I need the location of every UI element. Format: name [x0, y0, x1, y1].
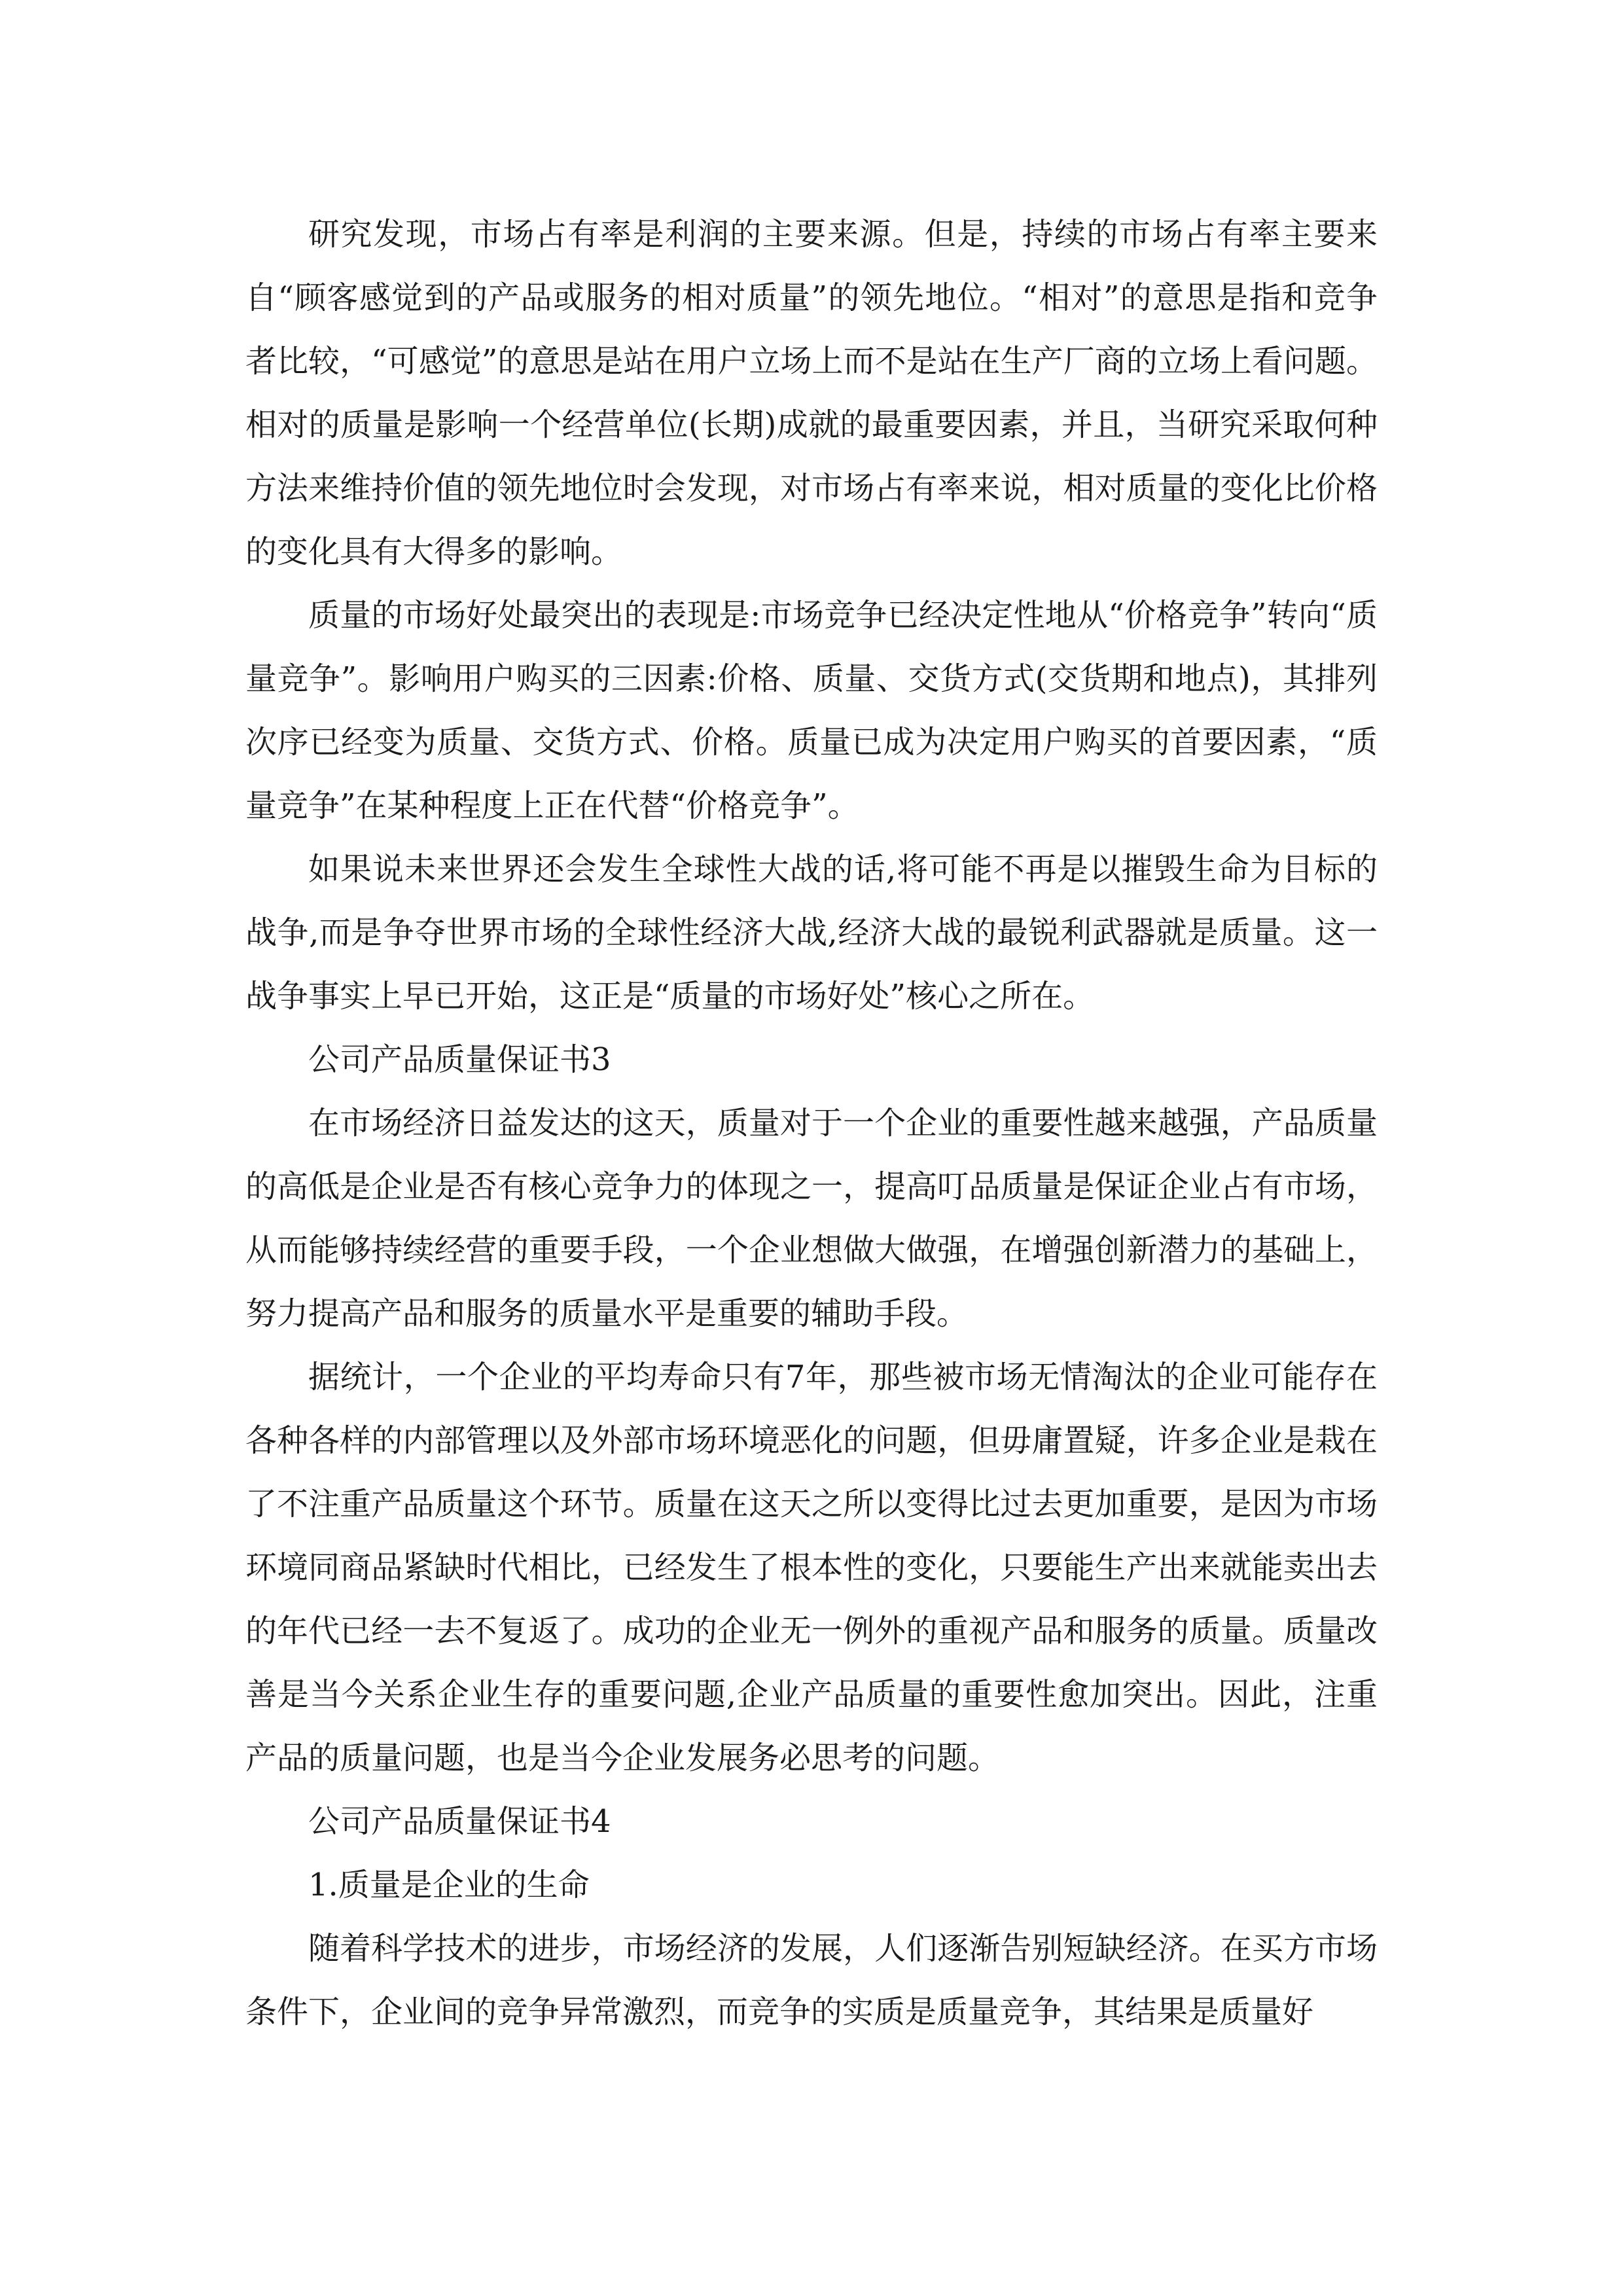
- paragraph-technology-progress: 随着科学技术的进步，市场经济的发展，人们逐渐告别短缺经济。在买方市场条件下，企业间的竞争异常激烈，而竞争的实质是质量竞争，其结果是质量好: [245, 1930, 1378, 2030]
- paragraph-quality-competition: 质量的市场好处最突出的表现是:市场竞争已经决定性地从“价格竞争”转向“质量竞争”。影响用户购买的三因素:价格、质量、交货方式(交货期和地点)，其排列次序已经变为质量、交货方式、价格。质量已成为决定用户购买的首要因素，“质量竞争”在某种程度上正在代替“价格竞争”。: [245, 597, 1378, 824]
- section-heading-3: 公司产品质量保证书3: [308, 1041, 611, 1078]
- document-body: [245, 203, 1378, 2044]
- paragraph-market-economy: 在市场经济日益发达的这天，质量对于一个企业的重要性越来越强，产品质量的高低是企业是否有核心竞争力的体现之一，提高叮品质量是保证企业占有市场，从而能够持续经营的重要手段，一个企业想做大做强，在增强创新潜力的基础上，努力提高产品和服务的质量水平是重要的辅助手段。: [245, 1105, 1378, 1332]
- paragraph-market-share: 研究发现，市场占有率是利润的主要来源。但是，持续的市场占有率主要来自“顾客感觉到的产品或服务的相对质量”的领先地位。“相对”的意思是指和竞争者比较，“可感觉”的意思是站在用户立场上而不是站在生产厂商的立场上看问题。相对的质量是影响一个经营单位(长期)成就的最重要因素，并且，当研究采取何种方法来维持价值的领先地位时会发现，对市场占有率来说，相对质量的变化比价格的变化具有大得多的影响。: [245, 216, 1378, 570]
- paragraph-economic-war: 如果说未来世界还会发生全球性大战的话,将可能不再是以摧毁生命为目标的战争,而是争夺世界市场的全球性经济大战,经济大战的最锐利武器就是质量。这一战争事实上早已开始，这正是“质量的市场好处”核心之所在。: [245, 851, 1378, 1014]
- paragraph-statistics: 据统计，一个企业的平均寿命只有7年，那些被市场无情淘汰的企业可能存在各种各样的内部管理以及外部市场环境恶化的问题，但毋庸置疑，许多企业是栽在了不注重产品质量这个环节。质量在这天之所以变得比过去更加重要，是因为市场环境同商品紧缺时代相比，已经发生了根本性的变化，只要能生产出来就能卖出去的年代已经一去不复返了。成功的企业无一例外的重视产品和服务的质量。质量改善是当今关系企业生存的重要问题,企业产品质量的重要性愈加突出。因此，注重产品的质量问题，也是当今企业发展务必思考的问题。: [245, 1359, 1378, 1776]
- subsection-heading-1: 1.质量是企业的生命: [308, 1867, 590, 1903]
- section-heading-4: 公司产品质量保证书4: [308, 1803, 611, 1840]
